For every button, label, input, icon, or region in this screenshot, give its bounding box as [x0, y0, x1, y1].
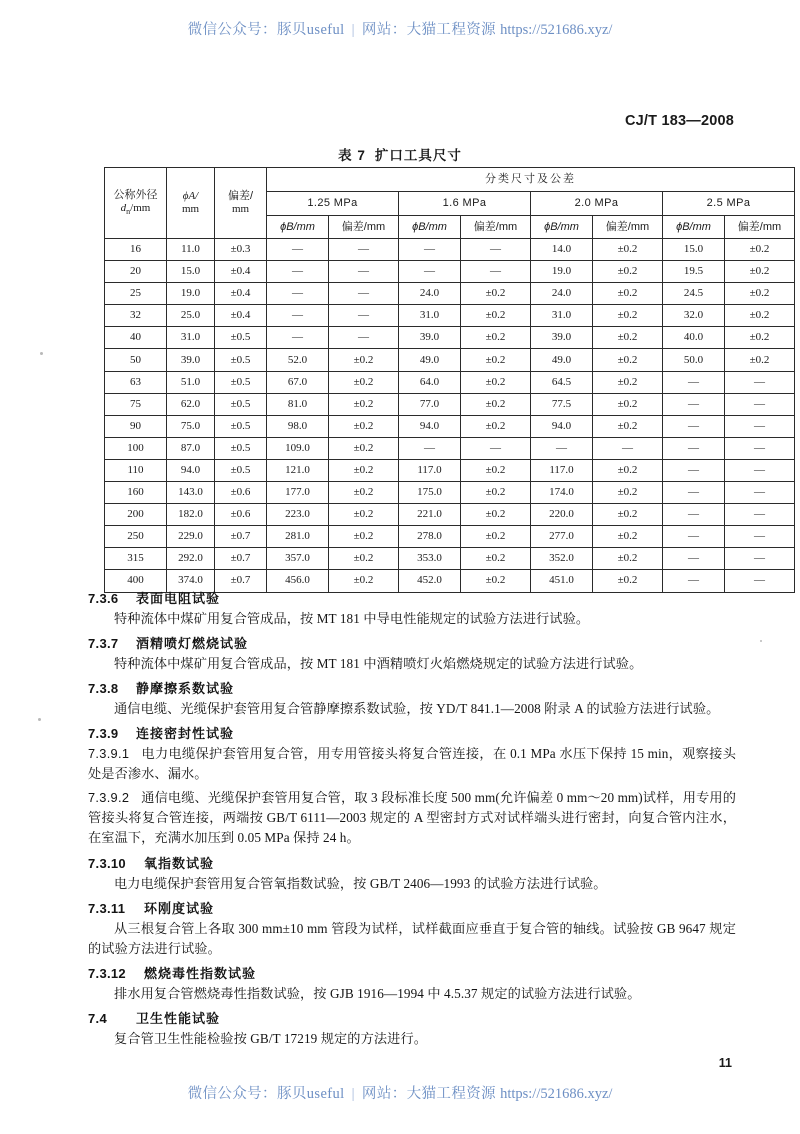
cell-deviation: ±0.5: [215, 327, 267, 349]
cell-nominal-od: 315: [105, 548, 167, 570]
cell-1-6-phi-b: 452.0: [399, 570, 461, 592]
nominal-od-unit: /mm: [130, 202, 151, 215]
cell-nominal-od: 250: [105, 526, 167, 548]
cell-1-25-phi-b: 81.0: [267, 393, 329, 415]
cell-1-25-phi-b: 52.0: [267, 349, 329, 371]
cell-1-6-phi-b: 353.0: [399, 548, 461, 570]
cell-1-25-phi-b: 223.0: [267, 504, 329, 526]
cell-2-5-phi-b: —: [663, 526, 725, 548]
cell-1-25-phi-b: 456.0: [267, 570, 329, 592]
section-title-7-3-6: 表面电阻试验: [136, 591, 221, 606]
cell-2-0-dev: ±0.2: [593, 349, 663, 371]
cell-1-6-phi-b: 64.0: [399, 371, 461, 393]
cell-2-5-dev: —: [725, 504, 795, 526]
cell-2-0-phi-b: 277.0: [531, 526, 593, 548]
cell-2-0-phi-b: 220.0: [531, 504, 593, 526]
section-number-7-3-11: 7.3.11: [88, 900, 126, 916]
scan-speck: [760, 640, 762, 642]
cell-1-6-dev: ±0.2: [461, 504, 531, 526]
cell-deviation: ±0.4: [215, 261, 267, 283]
cell-phi-a: 143.0: [167, 482, 215, 504]
nominal-od-symbol: d: [120, 202, 127, 215]
cell-deviation: ±0.4: [215, 283, 267, 305]
cell-nominal-od: 400: [105, 570, 167, 592]
cell-2-5-phi-b: 24.5: [663, 283, 725, 305]
phi-a-line2: mm: [181, 203, 200, 215]
table-row: [105, 349, 795, 371]
cell-2-0-dev: ±0.2: [593, 371, 663, 393]
col-header-deviation: [215, 168, 267, 239]
sub-header-phi-b-2: ϕB/mm: [399, 216, 461, 239]
section-text-7-3-9-1: 电力电缆保护套管用复合管，用专用管接头将复合管连接，在 0.1 MPa 水压下保持 15 min，观察接头处是否渗水、漏水。: [88, 746, 736, 782]
cell-1-25-phi-b: 109.0: [267, 437, 329, 459]
section-body-7-3-11: 从三根复合管上各取 300 mm±10 mm 管段为试样，试样截面应垂直于复合管的轴线。试验按 GB 9647 规定的试验方法进行试验。: [88, 920, 736, 956]
cell-nominal-od: 20: [105, 261, 167, 283]
cell-1-25-dev: ±0.2: [329, 459, 399, 481]
table-row: [105, 504, 795, 526]
cell-deviation: ±0.6: [215, 482, 267, 504]
cell-phi-a: 39.0: [167, 349, 215, 371]
table-caption: [0, 144, 800, 164]
cell-2-5-dev: —: [725, 393, 795, 415]
table-row: [105, 548, 795, 570]
cell-1-25-phi-b: —: [267, 239, 329, 261]
cell-2-0-phi-b: 117.0: [531, 459, 593, 481]
cell-2-5-dev: —: [725, 526, 795, 548]
section-number-7-3-7: 7.3.7: [88, 636, 119, 652]
section-number-7-4: 7.4: [88, 1010, 107, 1026]
cell-2-0-dev: ±0.2: [593, 305, 663, 327]
cell-1-25-phi-b: 67.0: [267, 371, 329, 393]
cell-1-25-phi-b: 281.0: [267, 526, 329, 548]
cell-1-25-dev: ±0.2: [329, 371, 399, 393]
cell-deviation: ±0.7: [215, 526, 267, 548]
cell-2-5-dev: —: [725, 437, 795, 459]
cell-2-0-phi-b: 31.0: [531, 305, 593, 327]
cell-1-25-phi-b: 121.0: [267, 459, 329, 481]
cell-2-5-dev: —: [725, 482, 795, 504]
section-heading-7-3-6: [88, 588, 736, 607]
cell-1-25-dev: ±0.2: [329, 548, 399, 570]
cell-2-0-dev: ±0.2: [593, 283, 663, 305]
cell-deviation: ±0.6: [215, 504, 267, 526]
cell-nominal-od: 200: [105, 504, 167, 526]
section-title-7-3-10: 氧指数试验: [144, 855, 215, 871]
section-title-7-3-12: 燃烧毒性指数试验: [144, 965, 257, 981]
cell-deviation: ±0.5: [215, 371, 267, 393]
cell-2-0-dev: ±0.2: [593, 526, 663, 548]
spec-table-wrapper: [104, 167, 782, 593]
cell-2-5-phi-b: 32.0: [663, 305, 725, 327]
cell-1-6-dev: ±0.2: [461, 393, 531, 415]
cell-1-6-dev: ±0.2: [461, 349, 531, 371]
table-row: [105, 437, 795, 459]
cell-1-6-phi-b: 117.0: [399, 459, 461, 481]
cell-2-0-dev: —: [593, 437, 663, 459]
cell-1-6-dev: ±0.2: [461, 305, 531, 327]
cell-2-0-phi-b: 174.0: [531, 482, 593, 504]
cell-2-0-phi-b: 64.5: [531, 371, 593, 393]
cell-nominal-od: 100: [105, 437, 167, 459]
cell-nominal-od: 90: [105, 415, 167, 437]
cell-deviation: ±0.5: [215, 459, 267, 481]
cell-phi-a: 25.0: [167, 305, 215, 327]
cell-2-5-dev: —: [725, 459, 795, 481]
table-body: [105, 239, 795, 593]
section-heading-7-3-12: [88, 963, 736, 982]
cell-1-25-phi-b: —: [267, 283, 329, 305]
standard-code: CJ/T 183—2008: [625, 113, 734, 129]
cell-2-5-phi-b: 19.5: [663, 261, 725, 283]
cell-2-0-dev: ±0.2: [593, 393, 663, 415]
cell-2-5-dev: —: [725, 415, 795, 437]
group-header-1-6-mpa: 1.6 MPa: [399, 192, 531, 216]
section-number-7-3-6: 7.3.6: [88, 591, 119, 606]
cell-phi-a: 94.0: [167, 459, 215, 481]
cell-nominal-od: 63: [105, 371, 167, 393]
cell-1-6-phi-b: —: [399, 261, 461, 283]
cell-nominal-od: 50: [105, 349, 167, 371]
cell-1-25-dev: ±0.2: [329, 482, 399, 504]
body-content: [88, 588, 736, 1053]
cell-1-6-dev: ±0.2: [461, 570, 531, 592]
cell-2-0-phi-b: 39.0: [531, 327, 593, 349]
cell-1-25-dev: ±0.2: [329, 415, 399, 437]
cell-1-25-phi-b: 177.0: [267, 482, 329, 504]
cell-1-25-dev: ±0.2: [329, 393, 399, 415]
cell-2-5-dev: ±0.2: [725, 305, 795, 327]
col-header-nominal-od: [105, 168, 167, 239]
cell-1-25-phi-b: 357.0: [267, 548, 329, 570]
cell-phi-a: 15.0: [167, 261, 215, 283]
table-caption-title: 扩口工具尺寸: [374, 148, 462, 163]
watermark-wechat-label: 微信公众号：豚贝useful: [187, 22, 345, 38]
cell-1-25-phi-b: —: [267, 261, 329, 283]
cell-nominal-od: 25: [105, 283, 167, 305]
table-row: [105, 283, 795, 305]
phi-a-line1: ϕA/: [182, 190, 199, 203]
cell-2-0-dev: ±0.2: [593, 548, 663, 570]
nominal-od-subscript: n: [126, 207, 131, 217]
cell-phi-a: 182.0: [167, 504, 215, 526]
cell-1-25-phi-b: 98.0: [267, 415, 329, 437]
cell-nominal-od: 75: [105, 393, 167, 415]
section-body-7-3-12: 排水用复合管燃烧毒性指数试验，按 GJB 1916—1994 中 4.5.37 规定的试验方法进行试验。: [114, 985, 641, 1001]
cell-2-5-phi-b: —: [663, 459, 725, 481]
cell-1-6-phi-b: —: [399, 437, 461, 459]
section-title-7-3-9: 连接密封性试验: [136, 726, 235, 742]
watermark-top: [0, 18, 800, 39]
cell-phi-a: 374.0: [167, 570, 215, 592]
cell-1-6-phi-b: 24.0: [399, 283, 461, 305]
section-body-7-3-9-2: [88, 788, 736, 848]
section-title-7-4: 卫生性能试验: [136, 1010, 221, 1026]
cell-1-25-dev: —: [329, 283, 399, 305]
cell-2-5-phi-b: —: [663, 371, 725, 393]
table-row: [105, 459, 795, 481]
sub-header-dev-4: 偏差/mm: [725, 216, 795, 239]
cell-1-6-dev: ±0.2: [461, 327, 531, 349]
section-heading-7-3-9: [88, 723, 736, 742]
cell-deviation: ±0.7: [215, 548, 267, 570]
cell-2-0-phi-b: 352.0: [531, 548, 593, 570]
watermark-bottom: [0, 1082, 800, 1103]
section-title-7-3-7: 酒精喷灯燃烧试验: [136, 636, 249, 652]
cell-phi-a: 87.0: [167, 437, 215, 459]
cell-2-5-phi-b: —: [663, 437, 725, 459]
group-header-2-0-mpa: 2.0 MPa: [531, 192, 663, 216]
cell-1-6-dev: ±0.2: [461, 482, 531, 504]
cell-2-0-dev: ±0.2: [593, 327, 663, 349]
cell-1-6-phi-b: 94.0: [399, 415, 461, 437]
section-title-7-3-11: 环刚度试验: [144, 900, 215, 916]
cell-2-0-phi-b: 77.5: [531, 393, 593, 415]
table-head: [105, 168, 795, 239]
section-body-7-3-10: 电力电缆保护套管用复合管氧指数试验，按 GB/T 2406—1993 的试验方法进行试验。: [114, 875, 607, 891]
section-body-7-3-8: 通信电缆、光缆保护套管用复合管静摩擦系数试验，按 YD/T 841.1—2008 附录 A 的试验方法进行试验。: [114, 701, 720, 717]
cell-2-0-dev: ±0.2: [593, 504, 663, 526]
cell-phi-a: 292.0: [167, 548, 215, 570]
cell-2-0-phi-b: 451.0: [531, 570, 593, 592]
group-header-2-5-mpa: 2.5 MPa: [663, 192, 795, 216]
cell-1-6-phi-b: 39.0: [399, 327, 461, 349]
cell-1-6-phi-b: 278.0: [399, 526, 461, 548]
cell-1-25-dev: ±0.2: [329, 437, 399, 459]
cell-deviation: ±0.5: [215, 349, 267, 371]
cell-deviation: ±0.7: [215, 570, 267, 592]
watermark-site-label-bottom: 网站：大猫工程资源: [361, 1086, 497, 1102]
cell-1-6-phi-b: 221.0: [399, 504, 461, 526]
cell-phi-a: 11.0: [167, 239, 215, 261]
cell-1-6-dev: —: [461, 437, 531, 459]
section-body-7-4: 复合管卫生性能检验按 GB/T 17219 规定的方法进行。: [114, 1030, 428, 1046]
cell-2-5-dev: —: [725, 371, 795, 393]
section-number-7-3-8: 7.3.8: [88, 681, 119, 697]
cell-2-5-phi-b: —: [663, 504, 725, 526]
cell-1-6-dev: ±0.2: [461, 459, 531, 481]
cell-2-0-phi-b: 14.0: [531, 239, 593, 261]
cell-nominal-od: 110: [105, 459, 167, 481]
watermark-url: https://521686.xyz/: [500, 22, 613, 38]
table-row: [105, 327, 795, 349]
cell-1-25-phi-b: —: [267, 327, 329, 349]
section-text-7-3-9-2: 通信电缆、光缆保护套管用复合管，取 3 段标准长度 500 mm(允许偏差 0 mm～20 mm)试样，用专用的管接头将复合管连接，两端按 GB/T 6111—2003 规定的 A 型密封方式对试样端头进行密封，向复合管内注水，在室温下，充满水加压到 0.05 MPa 保持 24 h。: [88, 790, 736, 846]
cell-2-0-dev: ±0.2: [593, 570, 663, 592]
cell-deviation: ±0.5: [215, 393, 267, 415]
cell-deviation: ±0.5: [215, 415, 267, 437]
cell-2-5-phi-b: 40.0: [663, 327, 725, 349]
sub-header-dev-3: 偏差/mm: [593, 216, 663, 239]
scan-speck: [38, 718, 41, 721]
section-heading-7-3-11: [88, 898, 736, 917]
section-body-7-3-7: 特种流体中煤矿用复合管成品，按 MT 181 中酒精喷灯火焰燃烧规定的试验方法进行试验。: [114, 656, 643, 672]
cell-1-6-dev: ±0.2: [461, 283, 531, 305]
section-body-7-3-9-1: [88, 744, 736, 784]
cell-1-6-dev: ±0.2: [461, 415, 531, 437]
cell-2-5-phi-b: —: [663, 393, 725, 415]
cell-1-25-dev: ±0.2: [329, 570, 399, 592]
nominal-od-line2: [105, 202, 166, 217]
cell-nominal-od: 16: [105, 239, 167, 261]
cell-2-5-phi-b: 50.0: [663, 349, 725, 371]
cell-2-5-dev: ±0.2: [725, 283, 795, 305]
cell-deviation: ±0.4: [215, 305, 267, 327]
sub-header-phi-b-4: ϕB/mm: [663, 216, 725, 239]
flaring-tool-dimensions-table: [104, 167, 795, 593]
cell-1-25-dev: —: [329, 239, 399, 261]
section-number-7-3-9-1: 7.3.9.1: [88, 746, 130, 762]
section-body-7-3-6: 特种流体中煤矿用复合管成品，按 MT 181 中导电性能规定的试验方法进行试验。: [114, 611, 590, 626]
deviation-line1: 偏差/: [227, 190, 254, 203]
table-row: [105, 371, 795, 393]
cell-1-25-dev: ±0.2: [329, 349, 399, 371]
col-header-phi-a: [167, 168, 215, 239]
cell-2-5-phi-b: —: [663, 415, 725, 437]
watermark-wechat-label-bottom: 微信公众号：豚贝useful: [187, 1086, 345, 1102]
cell-phi-a: 31.0: [167, 327, 215, 349]
table-header-row-1: [105, 168, 795, 192]
cell-2-0-phi-b: 49.0: [531, 349, 593, 371]
table-row: [105, 415, 795, 437]
cell-nominal-od: 40: [105, 327, 167, 349]
section-heading-7-3-10: [88, 853, 736, 872]
cell-1-25-dev: —: [329, 261, 399, 283]
sub-header-dev-1: 偏差/mm: [329, 216, 399, 239]
scan-speck: [40, 352, 43, 355]
page-number: 11: [718, 1056, 732, 1070]
cell-2-0-phi-b: 19.0: [531, 261, 593, 283]
cell-1-25-dev: ±0.2: [329, 526, 399, 548]
section-number-7-3-9-2: 7.3.9.2: [88, 790, 130, 806]
cell-2-5-phi-b: —: [663, 570, 725, 592]
cell-1-6-dev: ±0.2: [461, 526, 531, 548]
section-heading-7-4: [88, 1008, 736, 1027]
cell-nominal-od: 32: [105, 305, 167, 327]
table-row: [105, 393, 795, 415]
cell-2-0-phi-b: 24.0: [531, 283, 593, 305]
cell-2-5-dev: ±0.2: [725, 239, 795, 261]
section-heading-7-3-7: [88, 633, 736, 652]
cell-2-5-phi-b: —: [663, 548, 725, 570]
cell-1-6-dev: ±0.2: [461, 548, 531, 570]
cell-1-6-dev: ±0.2: [461, 371, 531, 393]
cell-1-6-phi-b: —: [399, 239, 461, 261]
section-number-7-3-10: 7.3.10: [88, 855, 126, 871]
cell-2-5-dev: ±0.2: [725, 349, 795, 371]
table-row: [105, 305, 795, 327]
table-row: [105, 526, 795, 548]
cell-1-25-dev: —: [329, 327, 399, 349]
cell-1-6-dev: —: [461, 239, 531, 261]
nominal-od-line1: 公称外径: [113, 189, 158, 202]
cell-2-5-phi-b: —: [663, 482, 725, 504]
cell-1-6-phi-b: 31.0: [399, 305, 461, 327]
section-title-7-3-8: 静摩擦系数试验: [136, 681, 235, 697]
cell-1-6-phi-b: 77.0: [399, 393, 461, 415]
cell-1-25-phi-b: —: [267, 305, 329, 327]
table-row: [105, 482, 795, 504]
cell-2-0-dev: ±0.2: [593, 239, 663, 261]
section-heading-7-3-8: [88, 678, 736, 697]
section-number-7-3-12: 7.3.12: [88, 965, 126, 981]
cell-2-0-dev: ±0.2: [593, 261, 663, 283]
cell-deviation: ±0.3: [215, 239, 267, 261]
watermark-separator-bottom: |: [351, 1086, 355, 1102]
cell-2-0-dev: ±0.2: [593, 459, 663, 481]
cell-phi-a: 19.0: [167, 283, 215, 305]
cell-2-0-phi-b: 94.0: [531, 415, 593, 437]
watermark-separator: |: [351, 22, 355, 38]
cell-2-0-dev: ±0.2: [593, 415, 663, 437]
col-header-classification: 分类尺寸及公差: [267, 168, 795, 192]
sub-header-phi-b-1: ϕB/mm: [267, 216, 329, 239]
watermark-url-bottom: https://521686.xyz/: [500, 1086, 613, 1102]
table-caption-number: 表 7: [338, 148, 366, 163]
sub-header-phi-b-3: ϕB/mm: [531, 216, 593, 239]
cell-phi-a: 62.0: [167, 393, 215, 415]
table-row: [105, 261, 795, 283]
sub-header-dev-2: 偏差/mm: [461, 216, 531, 239]
cell-phi-a: 51.0: [167, 371, 215, 393]
group-header-1-25-mpa: 1.25 MPa: [267, 192, 399, 216]
cell-deviation: ±0.5: [215, 437, 267, 459]
cell-1-6-phi-b: 175.0: [399, 482, 461, 504]
cell-1-25-dev: ±0.2: [329, 504, 399, 526]
cell-2-5-dev: ±0.2: [725, 261, 795, 283]
cell-1-6-dev: —: [461, 261, 531, 283]
cell-2-0-phi-b: —: [531, 437, 593, 459]
watermark-site-label: 网站：大猫工程资源: [361, 22, 497, 38]
table-row: [105, 239, 795, 261]
cell-2-5-dev: —: [725, 570, 795, 592]
cell-2-5-dev: ±0.2: [725, 327, 795, 349]
section-number-7-3-9: 7.3.9: [88, 726, 119, 742]
cell-2-5-phi-b: 15.0: [663, 239, 725, 261]
cell-1-25-dev: —: [329, 305, 399, 327]
cell-phi-a: 75.0: [167, 415, 215, 437]
cell-2-5-dev: —: [725, 548, 795, 570]
cell-nominal-od: 160: [105, 482, 167, 504]
cell-1-6-phi-b: 49.0: [399, 349, 461, 371]
cell-2-0-dev: ±0.2: [593, 482, 663, 504]
deviation-line2: mm: [231, 203, 250, 215]
cell-phi-a: 229.0: [167, 526, 215, 548]
